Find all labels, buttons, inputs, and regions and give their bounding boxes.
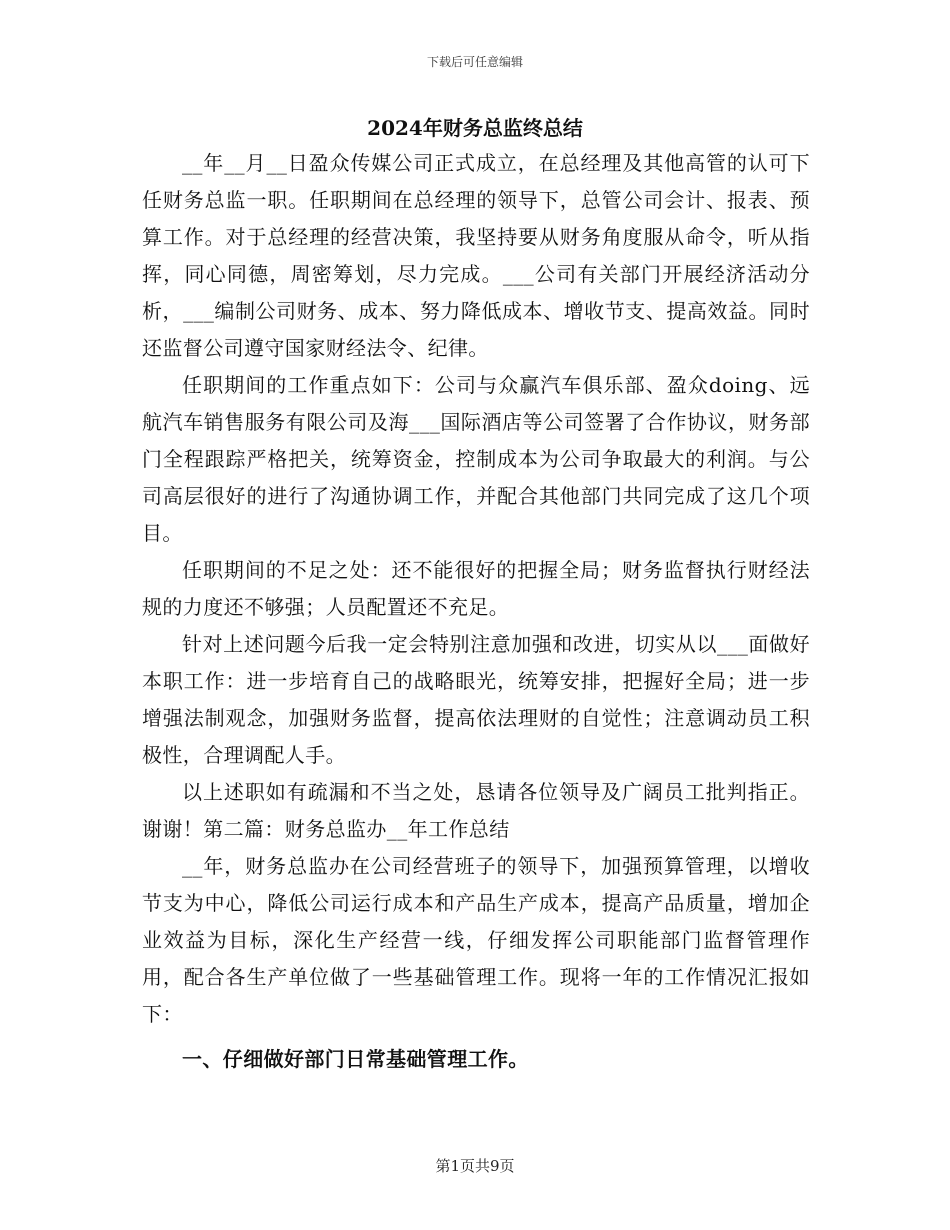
document-title: 2024年财务总监终总结	[367, 116, 583, 140]
page-header-note: 下载后可任意编辑	[426, 55, 523, 69]
paragraph-4: 针对上述问题今后我一定会特别注意加强和改进，切实从以___面做好本职工作：进一步培育自己的战略眼光，统筹安排，把握好全局；进一步增强法制观念，加强财务监督，提高依法理财的自觉性；注意调动员工积极性，合理调配人手。	[142, 632, 810, 767]
section-heading: 一、仔细做好部门日常基础管理工作。	[182, 1047, 529, 1071]
paragraph-1: __年__月__日盈众传媒公司正式成立，在总经理及其他高管的认可下任财务总监一职。任职期间在总经理的领导下，总管公司会计、报表、预算工作。对于总经理的经营决策，我坚持要从财务角度服从命令，听从指挥，同心同德，周密筹划，尽力完成。___公司有关部门开展经济活动分析，___编制公司财务、成本、努力降低成本、增收节支、提高效益。同时还监督公司遵守国家财经法令、纪律。	[142, 151, 810, 360]
page-footer-number: 第1页共9页	[435, 1157, 515, 1175]
paragraph-5: 以上述职如有疏漏和不当之处，恳请各位领导及广阔员工批判指正。谢谢！第二篇：财务总监办__年工作总结	[142, 780, 810, 841]
paragraph-2: 任职期间的工作重点如下：公司与众赢汽车俱乐部、盈众doing、远航汽车销售服务有限公司及海___国际酒店等公司签署了合作协议，财务部门全程跟踪严格把关，统筹资金，控制成本为公司争取最大的利润。与公司高层很好的进行了沟通协调工作，并配合其他部门共同完成了这几个项目。	[142, 373, 810, 545]
document-body	[142, 145, 810, 1078]
paragraph-6: __年，财务总监办在公司经营班子的领导下，加强预算管理，以增收节支为中心，降低公司运行成本和产品生产成本，提高产品质量，增加企业效益为目标，深化生产经营一线，仔细发挥公司职能部门监督管理作用，配合各生产单位做了一些基础管理工作。现将一年的工作情况汇报如下：	[142, 854, 810, 1026]
paragraph-3: 任职期间的不足之处：还不能很好的把握全局；财务监督执行财经法规的力度还不够强；人员配置还不充足。	[142, 558, 810, 619]
